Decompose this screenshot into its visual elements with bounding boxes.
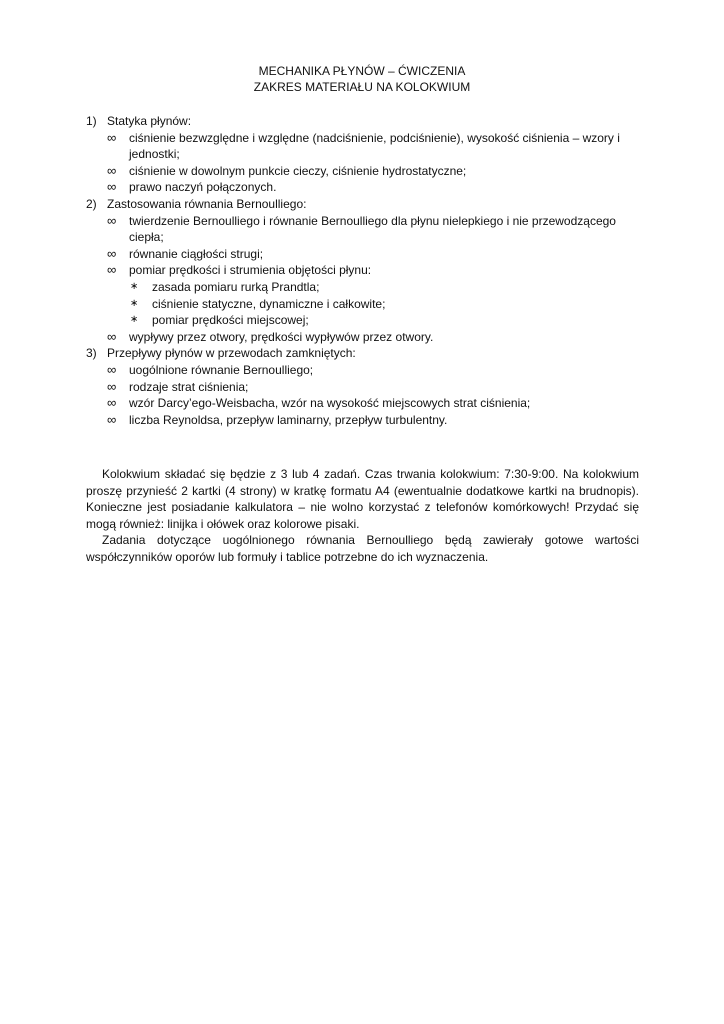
asterisk-bullet-icon: ∗ — [130, 314, 139, 326]
outline-section — [86, 196, 646, 345]
sub-list-item — [86, 312, 646, 329]
list-item-text: rodzaje strat ciśnienia; — [129, 379, 249, 394]
infinity-bullet-icon: ∞ — [107, 395, 117, 411]
list-item-text: równanie ciągłości strugi; — [129, 246, 264, 261]
asterisk-bullet-icon: ∗ — [130, 297, 139, 309]
list-item — [86, 246, 646, 263]
section-heading — [86, 113, 646, 130]
topics-outline — [86, 113, 646, 428]
list-item — [86, 179, 646, 196]
sub-list-item — [86, 296, 646, 313]
list-item-text: liczba Reynoldsa, przepływ laminarny, przepływ turbulentny. — [129, 412, 448, 427]
outline-section — [86, 113, 646, 196]
list-item — [86, 395, 646, 412]
infinity-bullet-icon: ∞ — [107, 378, 117, 394]
section-title: Przepływy płynów w przewodach zamkniętych: — [107, 346, 356, 361]
title-line-1: MECHANIKA PŁYNÓW – ĆWICZENIA — [258, 64, 466, 78]
exam-notes — [86, 466, 639, 566]
list-item-text: ciśnienie w dowolnym punkcie cieczy, ciśnienie hydrostatyczne; — [129, 163, 467, 178]
list-item — [86, 379, 646, 396]
infinity-bullet-icon: ∞ — [107, 328, 117, 344]
list-item — [86, 262, 646, 279]
section-number: 2) — [86, 196, 97, 211]
list-item-text: wzór Darcy’ego-Weisbacha, wzór na wysokość miejscowych strat ciśnienia; — [129, 396, 531, 411]
list-item-text: pomiar prędkości i strumienia objętości płynu: — [129, 263, 372, 278]
bullet-list — [86, 213, 646, 346]
list-item-text: ciśnienie bezwzględne i względne (nadciśnienie, podciśnienie), wysokość ciśnienia – wzory i jednostki; — [129, 130, 620, 162]
section-heading — [86, 345, 646, 362]
list-item — [86, 412, 646, 429]
outline-section — [86, 345, 646, 428]
infinity-bullet-icon: ∞ — [107, 162, 117, 178]
list-item — [86, 130, 646, 163]
section-title: Statyka płynów: — [107, 114, 192, 128]
section-number: 3) — [86, 346, 97, 361]
infinity-bullet-icon: ∞ — [107, 411, 117, 427]
sub-bullet-list — [86, 279, 646, 329]
list-item-text: uogólnione równanie Bernoulliego; — [129, 362, 314, 377]
bullet-list — [86, 130, 646, 196]
infinity-bullet-icon: ∞ — [107, 361, 117, 377]
list-item — [86, 362, 646, 379]
list-item — [86, 329, 646, 346]
section-title: Zastosowania równania Bernoulliego: — [107, 196, 307, 211]
bullet-list — [86, 362, 646, 428]
sub-list-item-text: pomiar prędkości miejscowej; — [152, 313, 309, 328]
infinity-bullet-icon: ∞ — [107, 212, 117, 228]
list-item-text: prawo naczyń połączonych. — [129, 180, 277, 195]
note-paragraph: Zadania dotyczące uogólnionego równania Bernoulliego będą zawierały gotowe wartości współczynników oporów lub formuły i tablice potrzebne do ich wyznaczenia. — [86, 533, 639, 564]
sub-list-item-text: zasada pomiaru rurką Prandtla; — [152, 279, 320, 294]
sub-list-item-text: ciśnienie statyczne, dynamiczne i całkowite; — [152, 296, 386, 311]
document-title — [0, 63, 724, 95]
asterisk-bullet-icon: ∗ — [130, 280, 139, 292]
section-heading — [86, 196, 646, 213]
section-number: 1) — [86, 114, 97, 128]
infinity-bullet-icon: ∞ — [107, 245, 117, 261]
note-paragraph: Kolokwium składać się będzie z 3 lub 4 zadań. Czas trwania kolokwium: 7:30-9:00. Na kolokwium proszę przynieść 2 kartki (4 strony) w kratkę formatu A4 (ewentualnie dodatkowe kartki na brudnopis). Konieczne jest posiadanie kalkulatora – nie wolno korzystać z telefonów komórkowych! Przydać się mogą również: linijka i ołówek oraz kolorowe pisaki. — [86, 467, 639, 531]
title-line-2: ZAKRES MATERIAŁU NA KOLOKWIUM — [253, 80, 471, 94]
list-item-text: wypływy przez otwory, prędkości wypływów przez otwory. — [129, 329, 434, 344]
list-item — [86, 213, 646, 246]
list-item — [86, 163, 646, 180]
infinity-bullet-icon: ∞ — [107, 262, 117, 278]
sub-list-item — [86, 279, 646, 296]
infinity-bullet-icon: ∞ — [107, 129, 117, 145]
infinity-bullet-icon: ∞ — [107, 179, 117, 195]
list-item-text: twierdzenie Bernoulliego i równanie Bernoulliego dla płynu nielepkiego i nie przewodzącego ciepła; — [129, 213, 616, 245]
